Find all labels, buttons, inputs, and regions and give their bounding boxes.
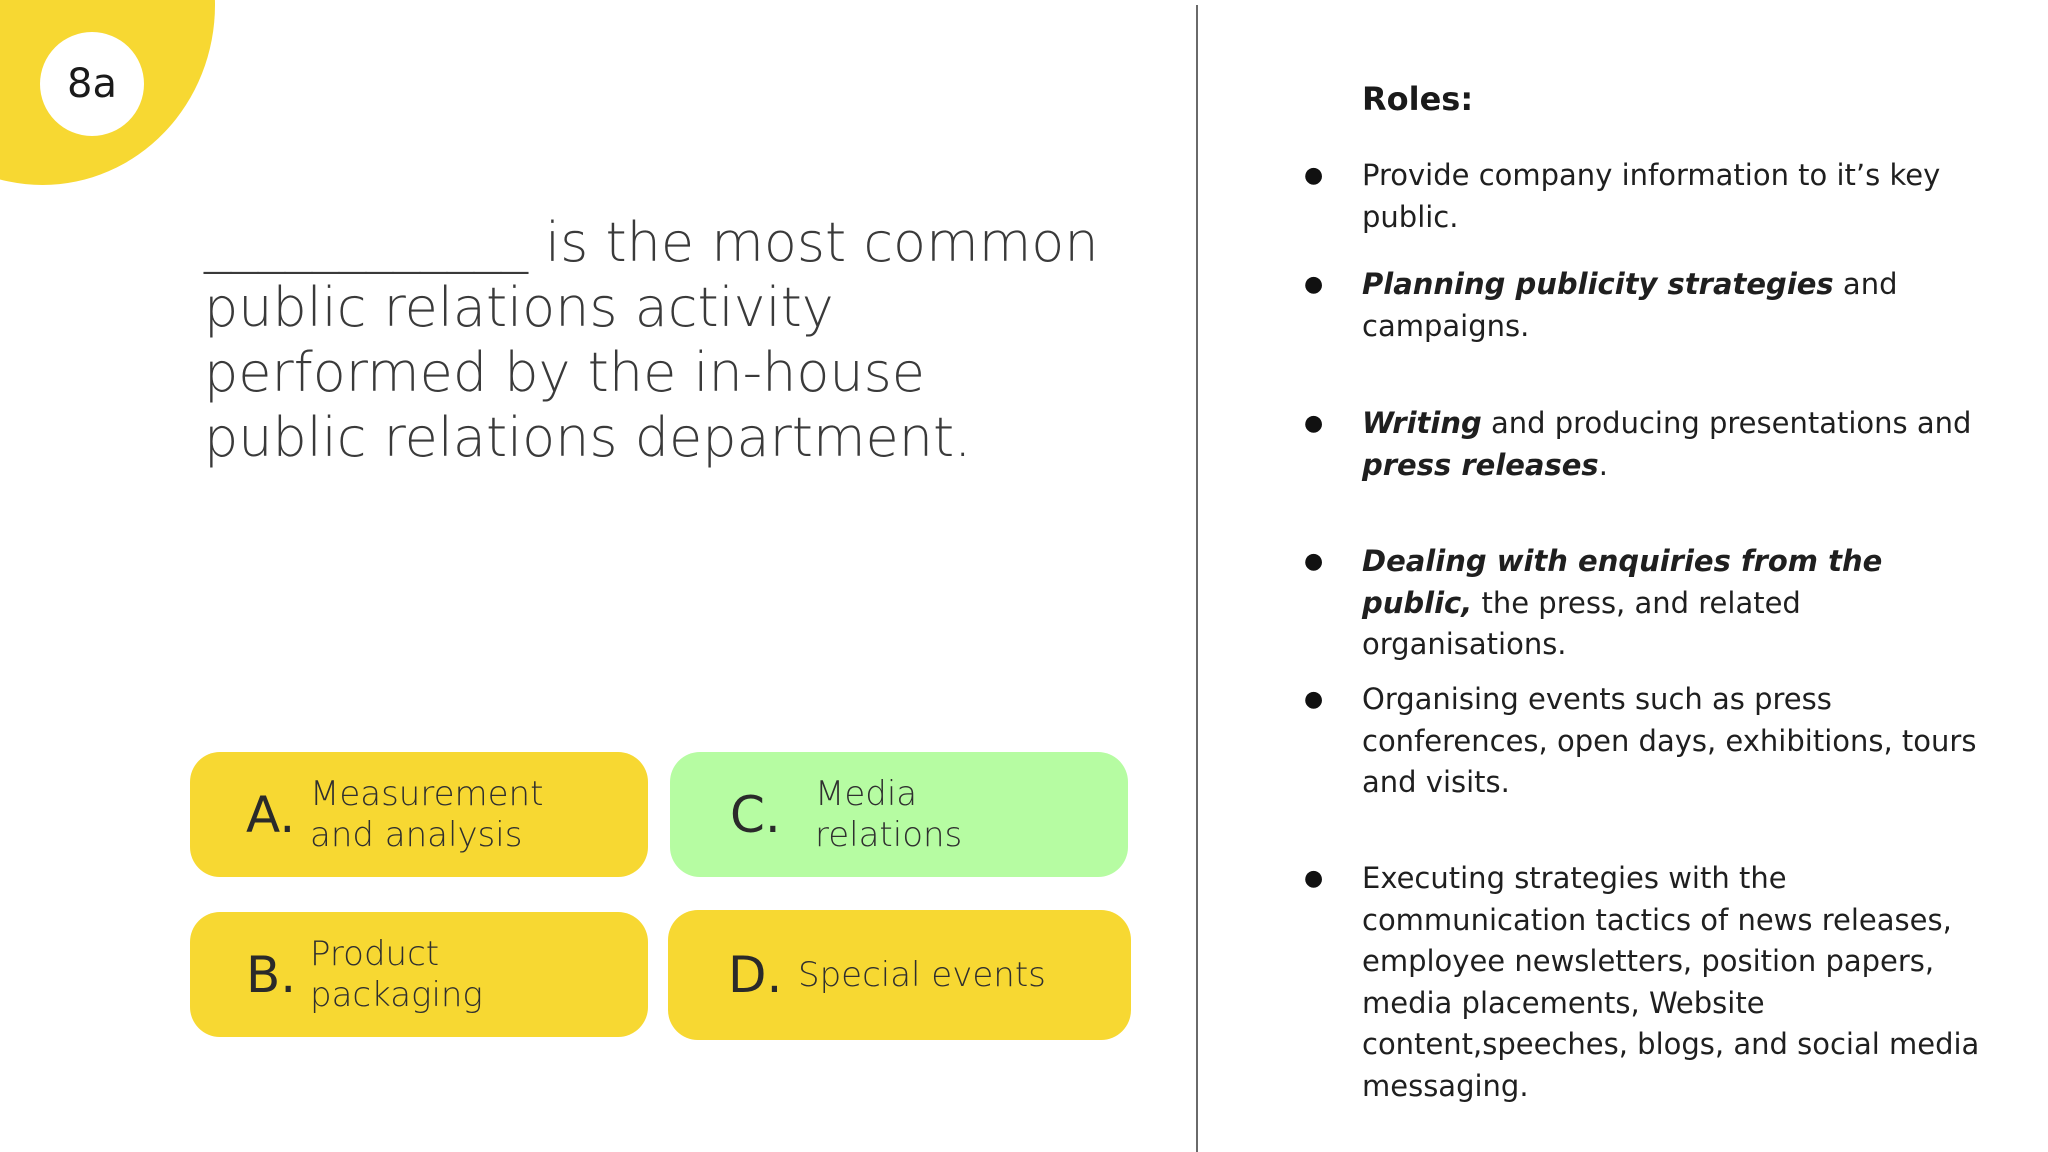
option-d-button[interactable] xyxy=(668,910,1131,1040)
role-item xyxy=(1304,858,1992,1107)
option-a-letter: A. xyxy=(246,785,296,844)
role-text: Provide company information to it’s key public. xyxy=(1362,158,1941,234)
role-text: and campaigns. xyxy=(1362,267,1898,343)
option-a-button[interactable] xyxy=(190,752,648,877)
role-text: Executing strategies with the communication tactics of news releases, employee newsletters, position papers, media placements, Website content,speeches, blogs, and social media messaging. xyxy=(1362,861,1980,1103)
option-b-text: Product packaging xyxy=(310,933,483,1015)
bullet-icon: ● xyxy=(1304,687,1324,712)
bullet-icon: ● xyxy=(1304,163,1324,188)
role-item xyxy=(1304,403,1992,486)
role-item xyxy=(1304,541,1992,666)
role-emphasis: Writing xyxy=(1362,406,1482,440)
option-c-button[interactable] xyxy=(670,752,1128,877)
role-text: Organising events such as press conferences, open days, exhibitions, tours and visits. xyxy=(1362,682,1977,799)
role-item xyxy=(1304,264,1992,347)
vertical-divider xyxy=(1196,5,1198,1152)
option-d-letter: D. xyxy=(728,946,783,1004)
option-b-button[interactable] xyxy=(190,912,648,1037)
option-d-text: Special events xyxy=(798,954,1046,995)
roles-heading: Roles: xyxy=(1362,80,1474,118)
option-b-letter: B. xyxy=(246,945,297,1004)
bullet-icon: ● xyxy=(1304,866,1324,891)
question-text: ____________ is the most common public relations activity performed by the in-house public relations department. xyxy=(204,211,1099,469)
role-text: and producing presentations and xyxy=(1481,406,1972,440)
role-text: . xyxy=(1598,447,1608,482)
role-item xyxy=(1304,155,1992,238)
slide-number-badge: 8a xyxy=(40,32,144,136)
role-emphasis: Dealing with enquiries from the public, xyxy=(1362,544,1883,620)
option-c-letter: C. xyxy=(730,785,781,844)
option-c-text: Media relations xyxy=(815,773,963,855)
option-a-text: Measurement and analysis xyxy=(310,773,544,855)
bullet-icon: ● xyxy=(1304,411,1324,436)
role-text: the press, and related organisations. xyxy=(1362,585,1801,661)
role-item xyxy=(1304,679,1992,804)
bullet-icon: ● xyxy=(1304,549,1324,574)
role-emphasis: Planning publicity strategies xyxy=(1362,267,1834,301)
role-emphasis: press releases xyxy=(1362,447,1599,482)
bullet-icon: ● xyxy=(1304,272,1324,297)
